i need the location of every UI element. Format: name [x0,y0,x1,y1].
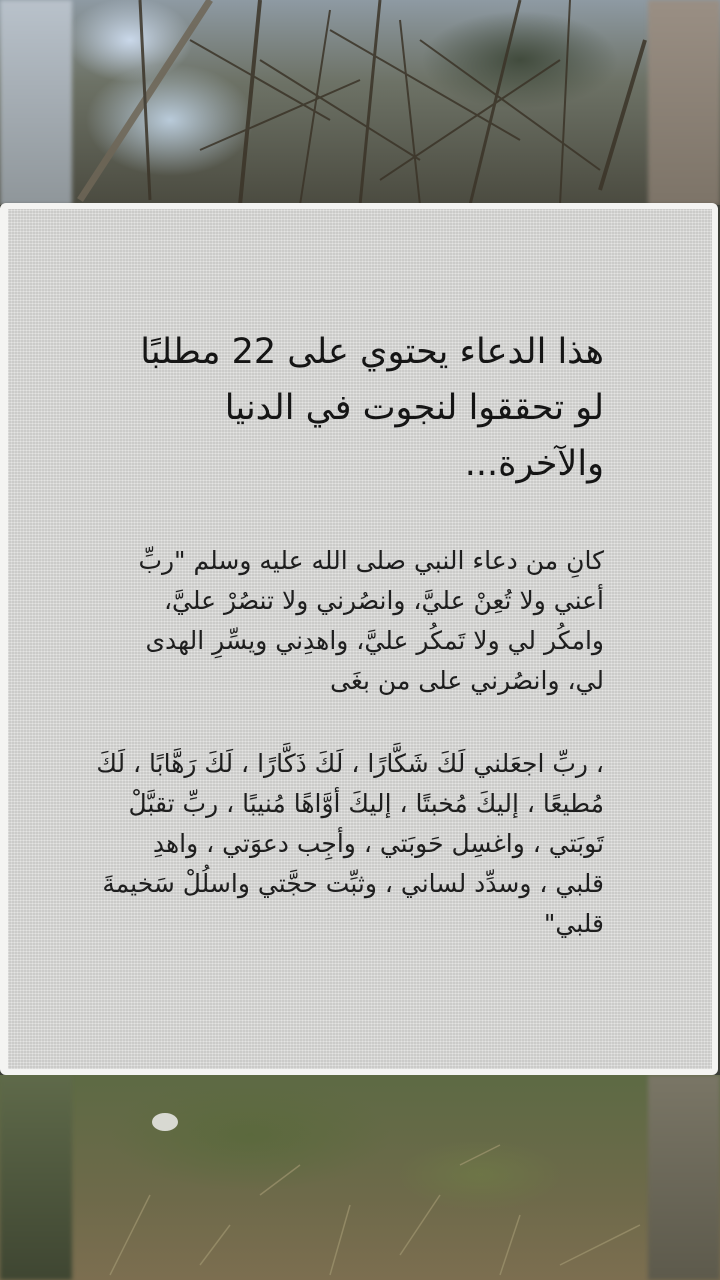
background-photo-trees [0,0,720,205]
dua-paragraph-1: كانِ من دعاء النبي صلى الله عليه وسلم "ربِّ أعني ولا تُعِنْ عليَّ، وانصُرني ولا تنصُرْ عليَّ، وامكُر لي ولا تَمكُر عليَّ، واهدِني ويسِّرِ الهدى لي، وانصُرني على من بغَى [138,546,604,695]
text-card [0,203,718,1075]
headline: هذا الدعاء يحتوي على 22 مطلبًا لو تحققوا لنجوت في الدنيا والآخرة... [140,332,604,484]
tree-branches [0,0,720,205]
dua-paragraph-2: ، ربِّ اجعَلني لَكَ شَكَّارًا ، لَكَ ذَكَّارًا ، لَكَ رَهَّابًا ، لَكَ مُطيعًا ، إليكَ مُخبتًا ، إليكَ أوَّاهًا مُنيبًا ، ربِّ تقبَّلْ تَوبَتي ، واغسِل حَوبَتي ، وأجِب دعوَتي ، واهدِ قلبي ، وسدِّد لساني ، وثبِّت حجَّتي واسلُلْ سَخيمةَ قلبي" [96,749,604,938]
background-photo-grass [0,1075,720,1280]
grass-blades [0,1075,720,1280]
